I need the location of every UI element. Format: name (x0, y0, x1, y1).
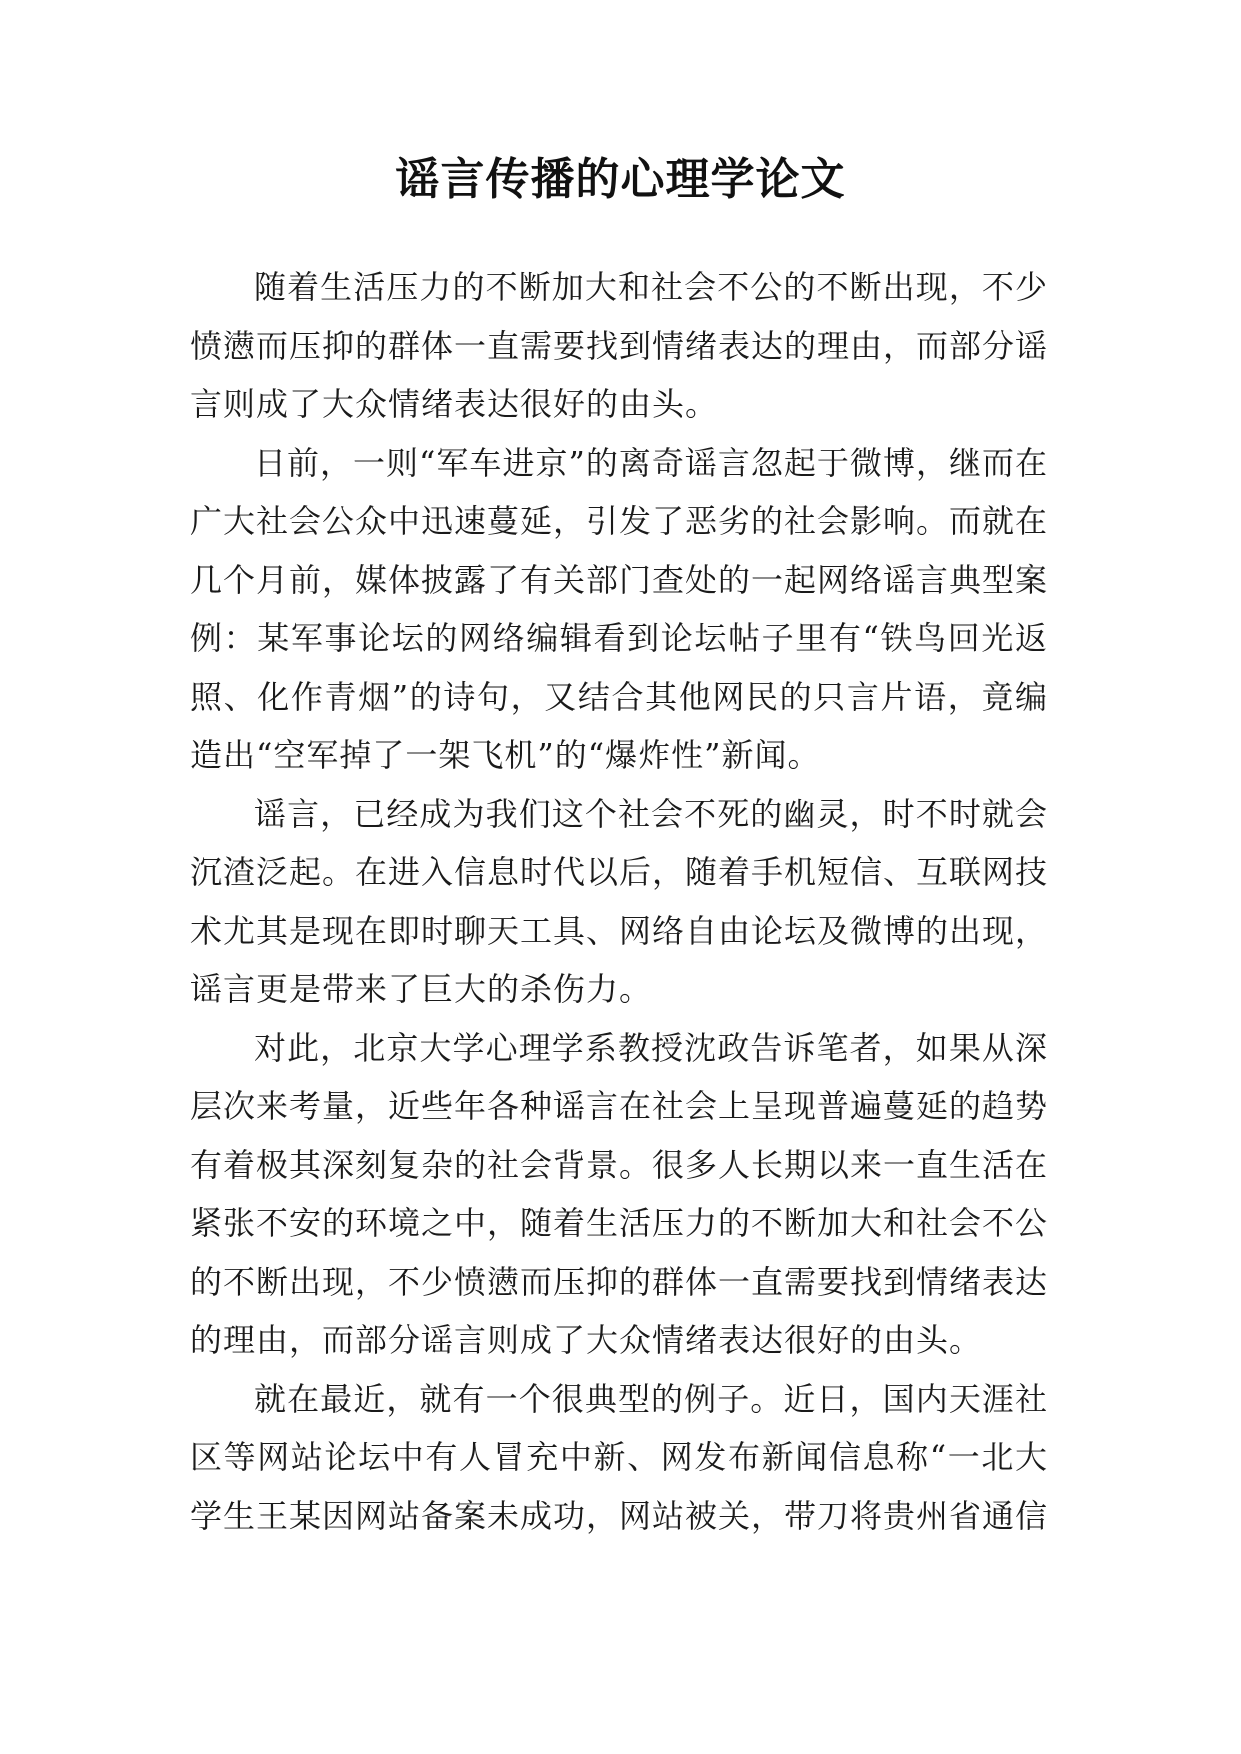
paragraph: 随着生活压力的不断加大和社会不公的不断出现，不少愤懑而压抑的群体一直需要找到情绪表达的理由，而部分谣言则成了大众情绪表达很好的由头。 (190, 268, 1049, 423)
paragraph: 对此，北京大学心理学系教授沈政告诉笔者，如果从深层次来考量，近些年各种谣言在社会上呈现普遍蔓延的趋势有着极其深刻复杂的社会背景。很多人长期以来一直生活在紧张不安的环境之中，随着生活压力的不断加大和社会不公的不断出现，不少愤懑而压抑的群体一直需要找到情绪表达的理由，而部分谣言则成了大众情绪表达很好的由头。 (190, 1028, 1049, 1359)
paragraph: 谣言，已经成为我们这个社会不死的幽灵，时不时就会沉渣泛起。在进入信息时代以后，随着手机短信、互联网技术尤其是现在即时聊天工具、网络自由论坛及微博的出现，谣言更是带来了巨大的杀伤力。 (190, 794, 1049, 1008)
document-title: 谣言传播的心理学论文 (395, 154, 846, 205)
paragraph: 就在最近，就有一个很典型的例子。近日，国内天涯社区等网站论坛中有人冒充中新、网发布新闻信息称“一北大学生王某因网站备案未成功，网站被关，带刀将贵州省通信 (190, 1379, 1049, 1535)
paragraph: 日前，一则“军车进京”的离奇谣言忽起于微博，继而在广大社会公众中迅速蔓延，引发了恶劣的社会影响。而就在几个月前，媒体披露了有关部门查处的一起网络谣言典型案例：某军事论坛的网络编辑看到论坛帖子里有“铁鸟回光返照、化作青烟”的诗句，又结合其他网民的只言片语，竟编造出“空军掉了一架飞机”的“爆炸性”新闻。 (190, 443, 1049, 774)
document-body (190, 258, 1048, 1545)
